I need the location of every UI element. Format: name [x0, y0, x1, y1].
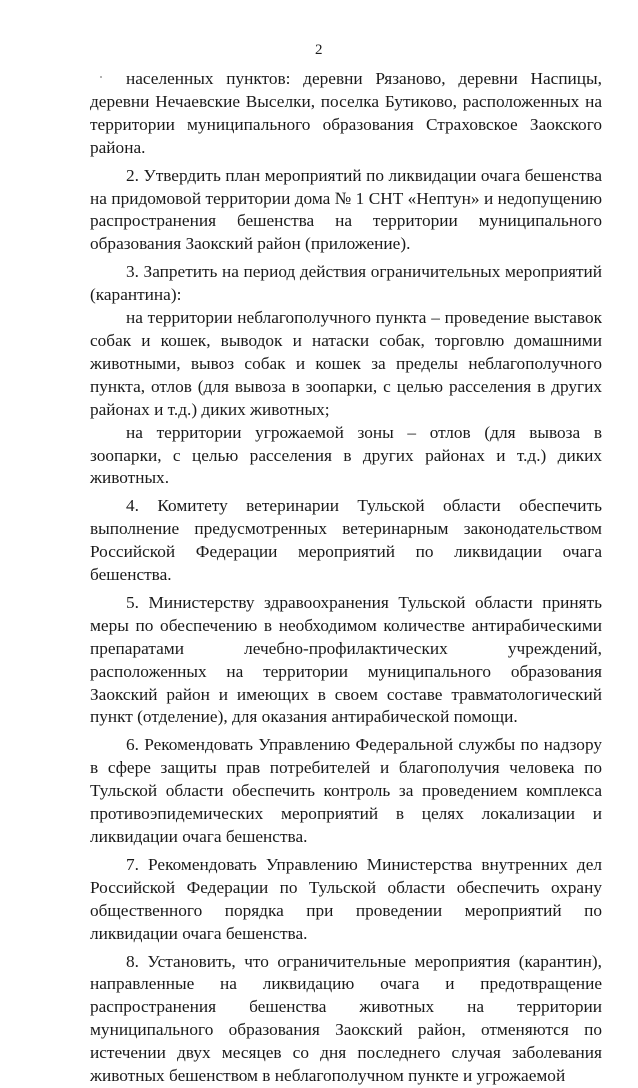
paragraph-item-3-territory: на территории неблагополучного пункта – проведение выставок собак и кошек, выводок и натаски собак, торговлю домашними животными, вывоз собак и кошек за пределы неблагополучного пункта, отлов (для вывоза в зоопарки, с целью расселения в других районах и т.д.) диких животных;: [90, 308, 602, 419]
document-body: [90, 68, 602, 1088]
paragraph-item-8: 8. Установить, что ограничительные мероприятия (карантин), направленные на ликвидацию очага и предотвращение распространения бешенства животных на территории муниципального образования Заокский район, отменяются по истечении двух месяцев со дня последнего случая заболевания животных бешенством в неблагополучном пункте и угрожаемой: [90, 951, 602, 1086]
paragraph-item-6: 6. Рекомендовать Управлению Федеральной службы по надзору в сфере защиты прав потребителей и благополучия человека по Тульской области обеспечить контроль за проведением комплекса противоэпидемических мероприятий в целях локализации и ликвидации очага бешенства.: [90, 735, 602, 846]
paragraph-item-2: 2. Утвердить план мероприятий по ликвидации очага бешенства на придомовой территории дома № 1 СНТ «Нептун» и недопущению распространения бешенства на территории муниципального образования Заокский район (приложение).: [90, 165, 602, 254]
paragraph-continuation: населенных пунктов: деревни Рязаново, деревни Наспицы, деревни Нечаевские Выселки, поселка Бутиково, расположенных на территории муниципального образования Страховское Заокского района.: [90, 69, 602, 157]
paragraph-item-4: 4. Комитету ветеринарии Тульской области обеспечить выполнение предусмотренных ветеринарным законодательством Российской Федерации мероприятий по ликвидации очага бешенства.: [90, 496, 602, 585]
page-number: 2: [315, 42, 323, 58]
paragraph-item-3-threat-zone: на территории угрожаемой зоны – отлов (для вывоза в зоопарки, с целью расселения в других районах и т.д.) диких животных.: [90, 422, 602, 488]
paragraph-item-5: 5. Министерству здравоохранения Тульской области принять меры по обеспечению в необходимом количестве антирабическими препаратами лечебно-профилактических учреждений, расположенных на территории муниципального образования Заокский район и имеющих в своем составе травматологический пункт (отделение), для оказания антирабической помощи.: [90, 592, 602, 727]
paragraph-item-3: 3. Запретить на период действия ограничительных мероприятий (карантина):: [90, 262, 602, 305]
paragraph-item-7: 7. Рекомендовать Управлению Министерства внутренних дел Российской Федерации по Тульской области обеспечить охрану общественного порядка при проведении мероприятий по ликвидации очага бешенства.: [90, 854, 602, 943]
